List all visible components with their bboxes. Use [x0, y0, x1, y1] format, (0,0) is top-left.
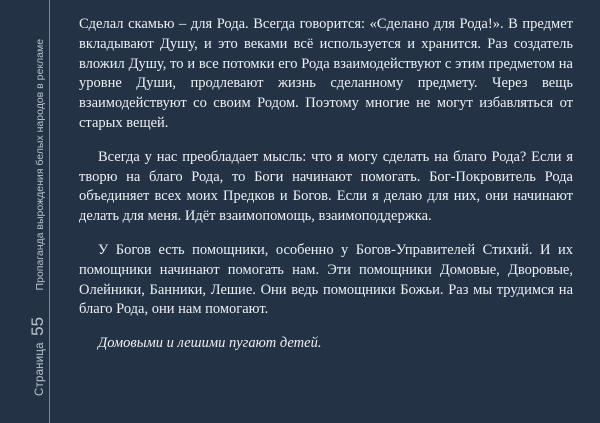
paragraph-3: У Богов есть помощники, особенно у Богов-Управителей Стихий. И их помощники начинают помогать нам. Эти помощники Домовые, Дворовые, Олейники, Банники, Лешие. Они ведь помощники Божьи. Раз мы трудимся на благо Рода, они нам помогают. — [79, 241, 573, 318]
sidebar-divider — [49, 0, 50, 423]
running-title: Пропаганда вырождения белых народов в рекламе — [34, 38, 46, 291]
paragraph-4: Домовыми и лешими пугают детей. — [98, 335, 322, 352]
sidebar — [0, 0, 60, 423]
sidebar-caption — [30, 16, 48, 396]
paragraph-1: Сделал скамью – для Рода. Всегда говорится: «Сделано для Рода!». В предмет вкладывают Душу, и это веками всё используется и хранится. Раз создатель вложил Душу, то и все потомки его Рода взаимодействуют с этим предметом на уровне Души, продлевают жизнь сделанному предмету. Через вещь взаимодействуют со своим Родом. Поэтому многие не могут избавляться от старых вещей. — [79, 16, 573, 131]
page-label: Страница — [34, 342, 46, 396]
paragraph-2: Всегда у нас преобладает мысль: что я могу сделать на благо Рода? Если я творю на благо Рода, то Боги начинают помогать. Бог-Покровитель Рода объединяет всех моих Предков и Богов. Если я делаю для них, они начинают делать для меня. Идёт взаимопомощь, взаимоподдержка. — [79, 148, 573, 225]
page-number: 55 — [28, 316, 47, 336]
document-body — [79, 15, 573, 368]
